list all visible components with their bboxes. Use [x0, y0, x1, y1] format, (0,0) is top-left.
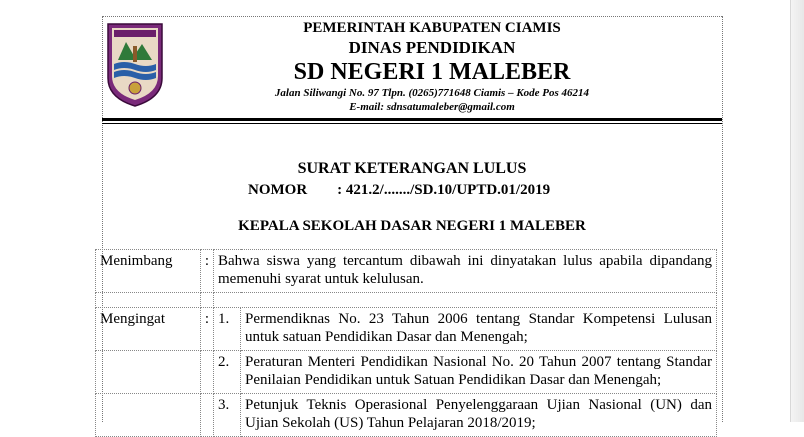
school-address: Jalan Siliwangi No. 97 Tlpn. (0265)771648 Ciamis – Kode Pos 46214 [274, 87, 590, 99]
considerations-table [95, 249, 717, 437]
page-border-right [722, 16, 724, 422]
list-item: Peraturan Menteri Pendidikan Nasional No. 20 Tahun 2007 tentang Standar Penilaian Pendidikan untuk Satuan Pendidikan Dasar dan Menengah; [241, 351, 717, 394]
table-row [96, 351, 717, 394]
letterhead-rule-thin [102, 123, 722, 124]
ciamis-emblem-logo [104, 20, 166, 108]
list-item: Permendiknas No. 23 Tahun 2006 tentang Standar Kompetensi Lulusan untuk satuan Pendidikan Dasar dan Menengah; [241, 308, 717, 351]
school-email: E-mail: sdnsatumaleber@gmail.com [349, 101, 515, 113]
colon: : [201, 250, 214, 293]
document-number: NOMOR : 421.2/......./SD.10/UPTD.01/2019 [248, 182, 551, 198]
table-row [96, 293, 717, 308]
list-number: 1. [214, 308, 241, 351]
table-row [96, 394, 717, 437]
table-row [96, 308, 717, 351]
menimbang-text: Bahwa siswa yang tercantum dibawah ini dinyatakan lulus apabila dipandang memenuhi syarat untuk kelulusan. [214, 250, 717, 293]
government-line: PEMERINTAH KABUPATEN CIAMIS [303, 20, 561, 36]
table-row [96, 250, 717, 293]
school-name: SD NEGERI 1 MALEBER [293, 59, 571, 85]
window-edge [790, 0, 804, 422]
letterhead-rule-thick [102, 118, 722, 121]
list-item: Petunjuk Teknis Operasional Penyelenggaraan Ujian Nasional (UN) dan Ujian Sekolah (US) Tahun Pelajaran 2018/2019; [241, 394, 717, 437]
menimbang-label: Menimbang [96, 250, 201, 293]
document-title: SURAT KETERANGAN LULUS [297, 160, 527, 177]
department-line: DINAS PENDIDIKAN [348, 38, 516, 57]
list-number: 2. [214, 351, 241, 394]
page-border-top [102, 16, 722, 18]
letterhead [172, 20, 692, 114]
colon: : [201, 308, 214, 351]
issuer-heading: KEPALA SEKOLAH DASAR NEGERI 1 MALEBER [238, 218, 586, 234]
list-number: 3. [214, 394, 241, 437]
mengingat-label: Mengingat [96, 308, 201, 351]
